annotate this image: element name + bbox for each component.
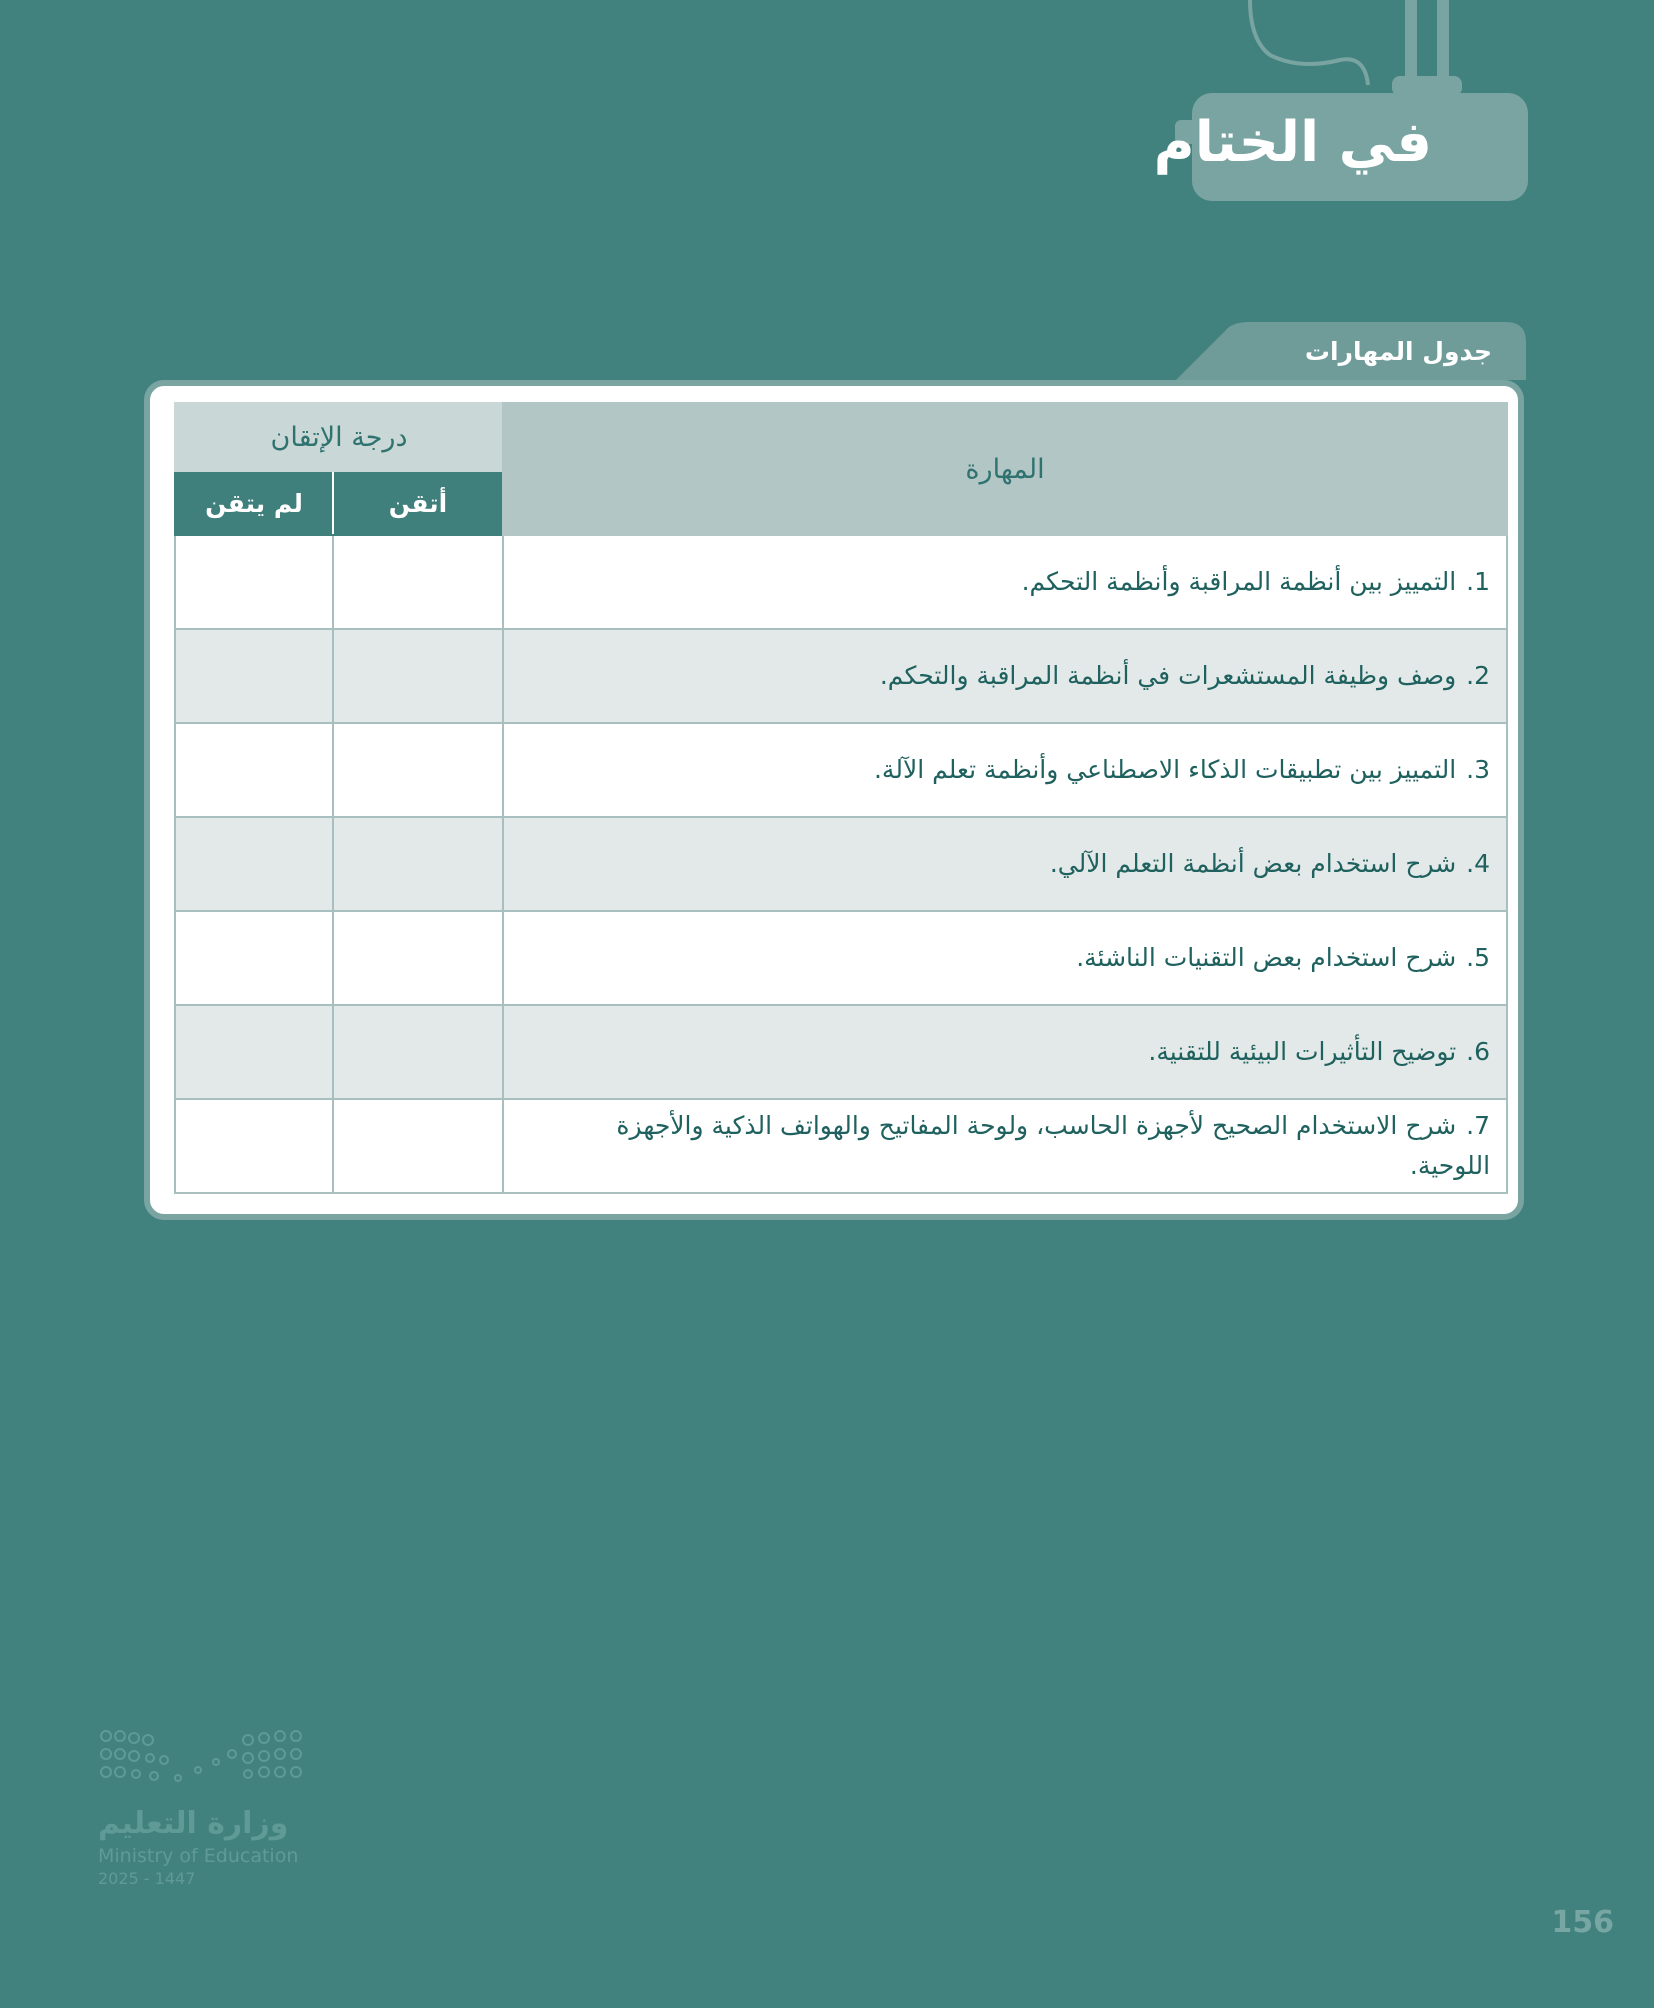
ministry-name-en: Ministry of Education [98, 1845, 299, 1867]
table-row [175, 629, 1507, 723]
not-mastered-column-header: لم يتقن [175, 471, 333, 535]
not-mastered-cell[interactable] [175, 817, 333, 911]
table-row [175, 911, 1507, 1005]
mastered-cell[interactable] [333, 535, 503, 629]
table-row [175, 723, 1507, 817]
mastered-cell[interactable] [333, 817, 503, 911]
skill-number: 3. [1466, 755, 1491, 784]
skills-card [144, 380, 1524, 1220]
plug-prong-right [1437, 0, 1449, 88]
mastered-cell[interactable] [333, 911, 503, 1005]
skill-number: 6. [1466, 1037, 1491, 1066]
skill-cell [503, 535, 1507, 629]
cable-line [1250, 0, 1368, 85]
skill-text: التمييز بين تطبيقات الذكاء الاصطناعي وأنظمة تعلم الآلة. [873, 755, 1457, 784]
edition-year: 2025 - 1447 [98, 1869, 196, 1888]
mastered-cell[interactable] [333, 723, 503, 817]
table-tab-label: جدول المهارات [1304, 337, 1492, 366]
skill-text: شرح الاستخدام الصحيح لأجهزة الحاسب، ولوحة المفاتيح والهواتف الذكية والأجهزة اللوحية. [616, 1111, 1491, 1180]
ministry-dots-icon [98, 1726, 318, 1796]
skill-number: 2. [1466, 661, 1491, 690]
skill-text: توضيح التأثيرات البيئية للتقنية. [1148, 1037, 1457, 1066]
ministry-logo [98, 1726, 328, 1890]
skill-text: شرح استخدام بعض أنظمة التعلم الآلي. [1049, 849, 1457, 878]
table-row [175, 1099, 1507, 1193]
not-mastered-cell[interactable] [175, 535, 333, 629]
skill-number: 4. [1466, 849, 1491, 878]
plug-prong-left [1405, 0, 1417, 88]
table-row [175, 817, 1507, 911]
skill-column-header: المهارة [503, 403, 1507, 535]
table-row [175, 1005, 1507, 1099]
ministry-name-ar: وزارة التعليم [98, 1806, 289, 1841]
not-mastered-cell[interactable] [175, 629, 333, 723]
mastered-cell[interactable] [333, 1099, 503, 1193]
page-number: 156 [1551, 1905, 1614, 1940]
table-row [175, 535, 1507, 629]
skill-cell [503, 723, 1507, 817]
not-mastered-cell[interactable] [175, 723, 333, 817]
skill-cell [503, 911, 1507, 1005]
skill-text: التمييز بين أنظمة المراقبة وأنظمة التحكم. [1021, 567, 1457, 596]
not-mastered-cell[interactable] [175, 1099, 333, 1193]
skills-table [174, 402, 1508, 1194]
skill-number: 7. [1466, 1111, 1491, 1140]
page-title: في الختام [1153, 110, 1432, 175]
skill-number: 1. [1466, 567, 1491, 596]
skill-number: 5. [1466, 943, 1491, 972]
mastered-cell[interactable] [333, 629, 503, 723]
mastery-column-header: درجة الإتقان [175, 403, 503, 471]
not-mastered-cell[interactable] [175, 1005, 333, 1099]
skill-cell [503, 817, 1507, 911]
skill-cell [503, 629, 1507, 723]
skill-text: شرح استخدام بعض التقنيات الناشئة. [1076, 943, 1457, 972]
skill-text: وصف وظيفة المستشعرات في أنظمة المراقبة والتحكم. [879, 661, 1457, 690]
mastered-cell[interactable] [333, 1005, 503, 1099]
not-mastered-cell[interactable] [175, 911, 333, 1005]
mastered-column-header: أتقن [333, 471, 503, 535]
skill-cell [503, 1005, 1507, 1099]
skill-cell [503, 1099, 1507, 1193]
